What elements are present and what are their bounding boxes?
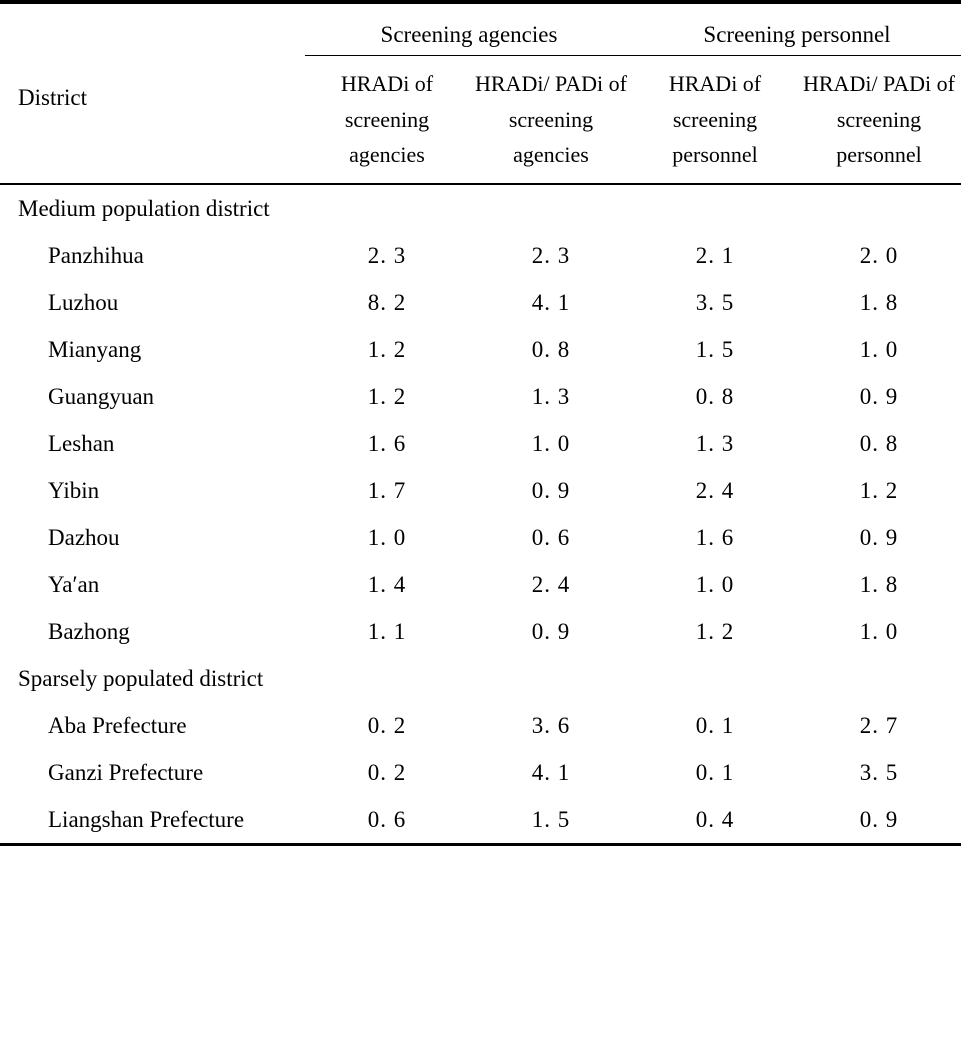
row-value: 0. 1 (695, 712, 735, 738)
row-value: 3. 5 (859, 759, 899, 785)
row-value: 1. 3 (531, 383, 571, 409)
row-district: Dazhou (48, 524, 120, 550)
row-value: 0. 8 (859, 430, 899, 456)
row-value: 0. 8 (695, 383, 735, 409)
row-value: 2. 3 (367, 242, 407, 268)
row-value: 1. 4 (367, 571, 407, 597)
row-district: Liangshan Prefecture (48, 806, 245, 832)
row-value: 0. 2 (367, 759, 407, 785)
row-district: Aba Prefecture (48, 712, 187, 738)
row-value: 3. 6 (531, 712, 571, 738)
row-value: 2. 7 (859, 712, 899, 738)
row-district: Bazhong (48, 618, 130, 644)
row-value: 1. 2 (859, 477, 899, 503)
row-value: 1. 5 (695, 336, 735, 362)
row-value: 0. 4 (695, 806, 735, 832)
table-row (0, 702, 961, 749)
header-cell-hradi-agencies: HRADi of screening agencies (340, 71, 434, 168)
row-value: 2. 4 (531, 571, 571, 597)
table-row (0, 561, 961, 608)
section-header-row (0, 655, 961, 702)
table-row (0, 326, 961, 373)
row-value: 2. 3 (531, 242, 571, 268)
row-value: 8. 2 (367, 289, 407, 315)
row-value: 0. 9 (531, 477, 571, 503)
row-value: 1. 8 (859, 289, 899, 315)
column-group-screening-personnel: Screening personnel (633, 14, 961, 56)
row-value: 1. 2 (367, 383, 407, 409)
row-district: Guangyuan (48, 383, 155, 409)
row-value: 1. 3 (695, 430, 735, 456)
header-cell-hradi-padi-personnel: HRADi/ PADi of screening personnel (803, 71, 955, 168)
header-cell-hradi-padi-agencies: HRADi/ PADi of screening agencies (475, 71, 627, 168)
column-group-screening-agencies: Screening agencies (305, 14, 633, 56)
row-value: 1. 0 (695, 571, 735, 597)
row-value: 0. 9 (531, 618, 571, 644)
row-value: 0. 2 (367, 712, 407, 738)
row-value: 3. 5 (695, 289, 735, 315)
row-value: 0. 9 (859, 806, 899, 832)
row-district: Ganzi Prefecture (48, 759, 204, 785)
row-value: 4. 1 (531, 759, 571, 785)
row-value: 2. 0 (859, 242, 899, 268)
table-row (0, 373, 961, 420)
section-title: Medium population district (18, 195, 270, 221)
row-district: Leshan (48, 430, 115, 456)
row-value: 1. 0 (859, 336, 899, 362)
row-value: 2. 4 (695, 477, 735, 503)
table-row (0, 608, 961, 655)
table-row (0, 420, 961, 467)
table-row (0, 796, 961, 845)
section-header-row (0, 185, 961, 232)
row-district: Mianyang (48, 336, 142, 362)
row-value: 0. 8 (531, 336, 571, 362)
row-value: 2. 1 (695, 242, 735, 268)
column-group-row (0, 14, 961, 56)
table-bottom-rule (0, 844, 961, 846)
row-district: Panzhihua (48, 242, 144, 268)
row-district: Ya′an (48, 571, 100, 597)
table-row (0, 279, 961, 326)
row-value: 1. 8 (859, 571, 899, 597)
row-district: Luzhou (48, 289, 119, 315)
row-value: 1. 7 (367, 477, 407, 503)
header-cell-district: District (18, 85, 87, 111)
row-value: 0. 9 (859, 383, 899, 409)
row-value: 0. 9 (859, 524, 899, 550)
row-value: 0. 1 (695, 759, 735, 785)
row-value: 0. 6 (531, 524, 571, 550)
section-title: Sparsely populated district (18, 665, 264, 691)
table-row (0, 749, 961, 796)
table-row (0, 232, 961, 279)
row-value: 1. 2 (367, 336, 407, 362)
row-value: 1. 0 (531, 430, 571, 456)
row-value: 1. 6 (367, 430, 407, 456)
row-value: 4. 1 (531, 289, 571, 315)
table-row (0, 467, 961, 514)
table-row (0, 514, 961, 561)
row-value: 1. 0 (367, 524, 407, 550)
row-value: 1. 6 (695, 524, 735, 550)
row-value: 0. 6 (367, 806, 407, 832)
row-value: 1. 5 (531, 806, 571, 832)
row-value: 1. 2 (695, 618, 735, 644)
row-district: Yibin (48, 477, 100, 503)
header-top-spacer (0, 4, 961, 14)
row-value: 1. 0 (859, 618, 899, 644)
header-cell-hradi-personnel: HRADi of screening personnel (668, 71, 762, 168)
row-value: 1. 1 (367, 618, 407, 644)
